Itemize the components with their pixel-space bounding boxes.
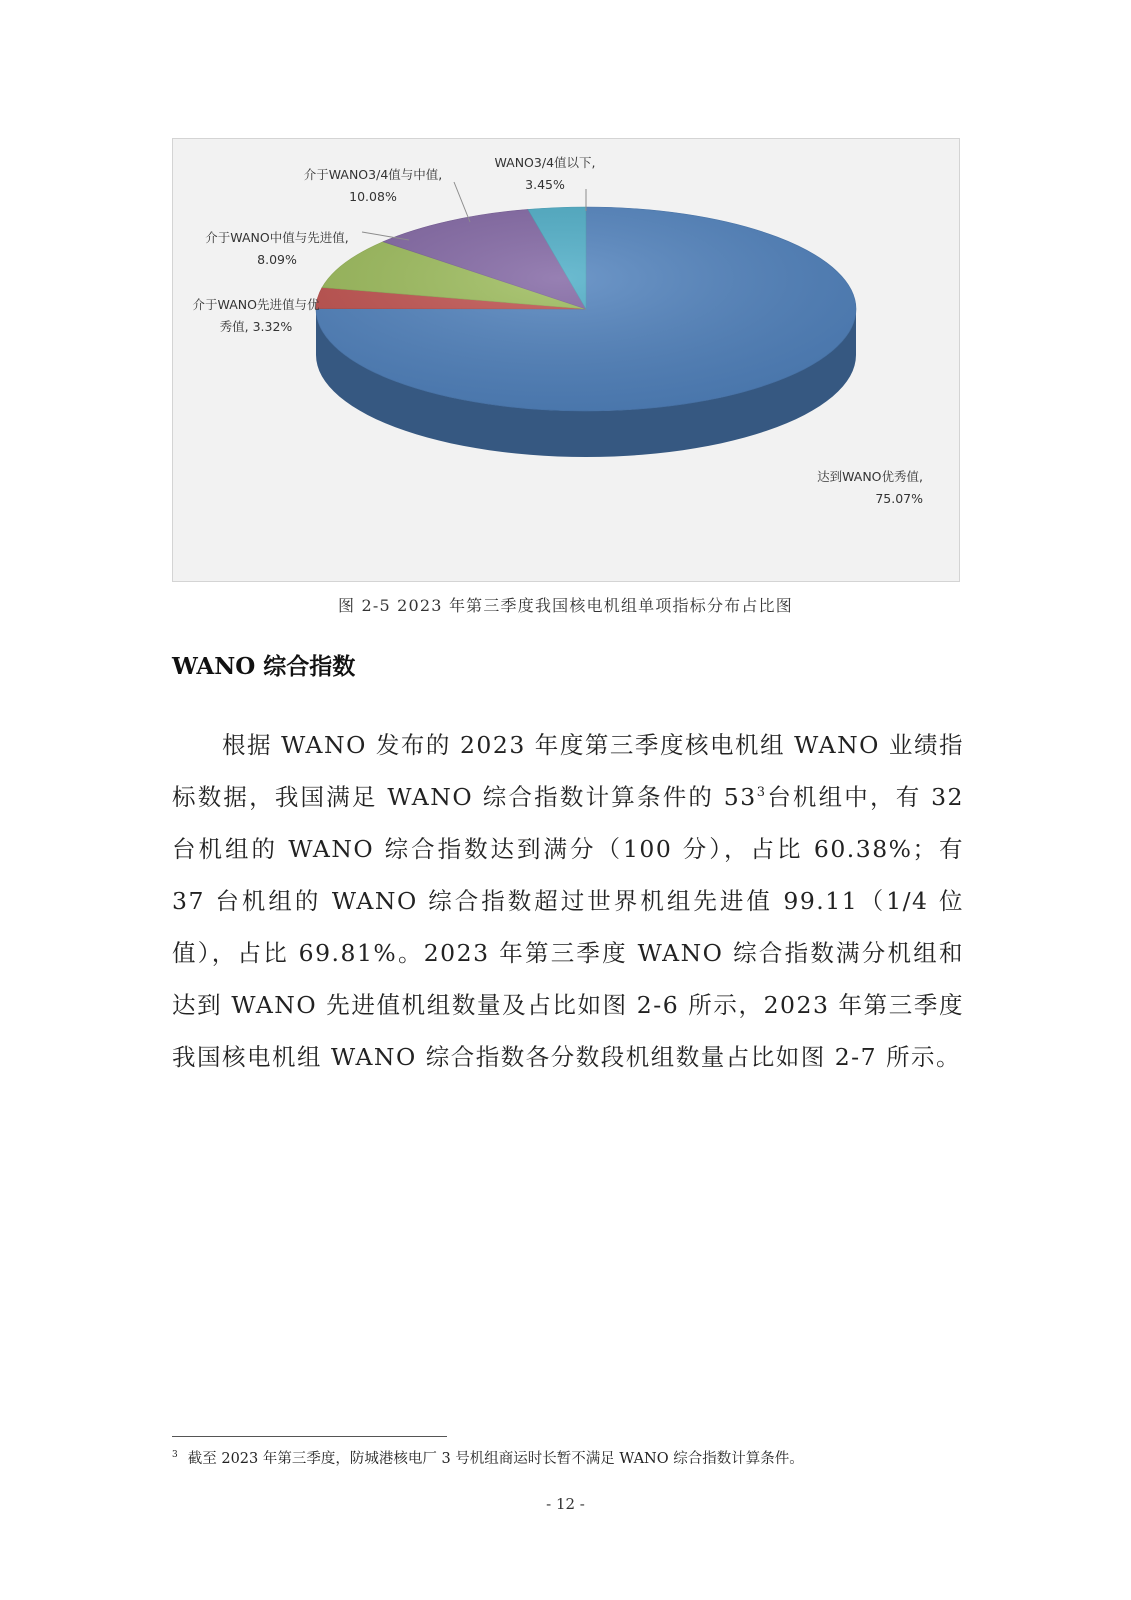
footnote-text: 截至 2023 年第三季度，防城港核电厂 3 号机组商运时长暂不满足 WANO 综合指数计算条件。 [187,1451,804,1467]
leader-line-3 [454,182,470,222]
footnote-marker: 3 [172,1450,178,1461]
pie-chart-svg [173,139,959,581]
footnote [172,1447,972,1468]
section-heading: WANO 综合指数 [172,653,356,680]
page-number: - 12 - [546,1495,585,1513]
data-label-3: 介于WANO3/4值与中值, 10.08% [303,167,443,204]
figure-caption: 图 2-5 2023 年第三季度我国核电机组单项指标分布占比图 [338,596,793,615]
data-label-0: 达到WANO优秀值, 75.07% [817,469,923,506]
body-paragraph [172,719,964,1083]
data-label-2: 介于WANO中值与先进值, 8.09% [205,230,349,267]
data-label-1: 介于WANO先进值与优秀值, 3.32% [192,297,320,334]
pie-chart [172,138,960,582]
footnote-reference[interactable]: 3 [756,785,767,801]
paragraph-text-part1: 根据 WANO 发布的 2023 年度第三季度核电机组 WANO 业绩指标数据，我国满足 WANO 综合指数计算条件的 53 [172,731,964,811]
data-label-4: WANO3/4值以下, 3.45% [494,155,596,192]
paragraph-text-part2: 台机组中，有 32 台机组的 WANO 综合指数达到满分（100 分），占比 60.38%；有 37 台机组的 WANO 综合指数超过世界机组先进值 99.11（1/4 位值），占比 69.81%。2023 年第三季度 WANO 综合指数满分机组和达到 WANO 先进值机组数量及占比如图 2-6 所示，2023 年第三季度我国核电机组 WANO 综合指数各分数段机组数量占比如图 2-7 所示。 [172,783,964,1071]
footnote-divider [172,1436,447,1437]
